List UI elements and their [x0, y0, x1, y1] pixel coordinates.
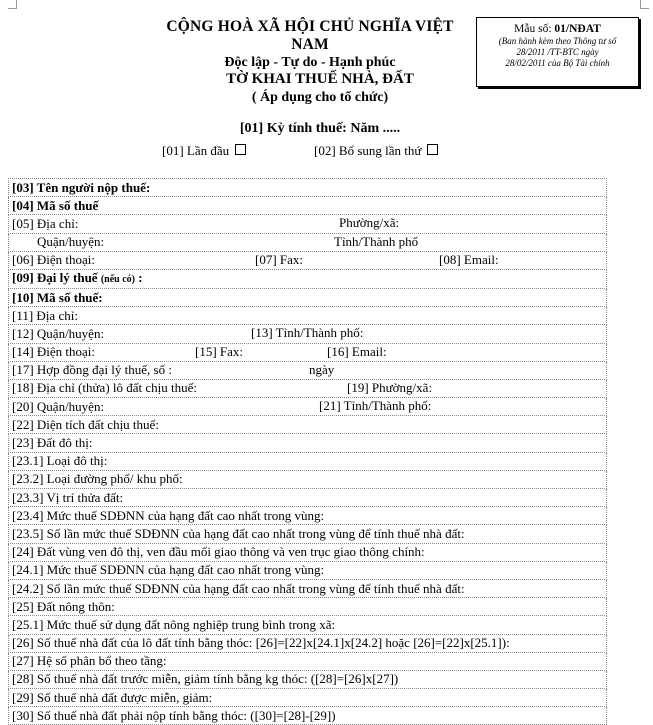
tax-period [160, 121, 480, 137]
tax-in-paddy-field[interactable]: [26] Số thuế nhà đất của lô đất tính bằng thóc: [26]=[22]x[24.1]x[24.2] hoặc [26]=[22]x[25.1]): [9, 634, 607, 652]
table-row [9, 470, 607, 488]
agent-contract-date-label: ngày [309, 361, 335, 377]
plot-position-field[interactable]: [23.3] Vị trí thửa đất: [9, 489, 607, 507]
taxpayer-tax-code-field[interactable]: [04] Mã số thuế [9, 197, 607, 215]
agent-district-label: [12] Quận/huyện: [12, 325, 105, 341]
table-row [9, 269, 607, 288]
taxpayer-contact-field[interactable] [9, 251, 607, 269]
land-province-label: [21] Tỉnh/Thành phố: [319, 398, 432, 414]
suburban-tax-multiplier-field[interactable]: [24.2] Số lần mức thuế SDĐNN của hạng đất cao nhất trong vùng để tính thuế nhà đất: [9, 579, 607, 597]
rural-tax-rate-field[interactable]: [25.1] Mức thuế sử dụng đất nông nghiệp trung bình trong xã: [9, 616, 607, 634]
tax-payable-field[interactable]: [30] Số thuế nhà đất phải nộp tính bằng thóc: ([30]=[28]-[29]) [9, 707, 607, 725]
form-title: TỜ KHAI THUẾ NHÀ, ĐẤT [226, 71, 414, 87]
urban-tax-rate-field[interactable]: [23.4] Mức thuế SDĐNN của hạng đất cao nhất trong vùng: [9, 507, 607, 525]
table-row [9, 652, 607, 670]
table-row [9, 489, 607, 507]
tax-period-code: [01] [239, 121, 264, 136]
table-row [9, 251, 607, 269]
document-header [150, 18, 470, 72]
tax-agent-colon: : [138, 269, 143, 285]
table-row [9, 398, 607, 416]
suburban-land-field[interactable]: [24] Đất vùng ven đô thị, ven đầu mối giao thông và ven trục giao thông chính: [9, 543, 607, 561]
table-row [9, 525, 607, 543]
table-row [9, 325, 607, 343]
supplement-label: [02] Bổ sung lần thứ [314, 143, 422, 158]
table-row [9, 361, 607, 379]
table-row [9, 197, 607, 215]
tax-period-label: Kỳ tính thuế: Năm ..... [266, 121, 401, 136]
street-type-field[interactable]: [23.2] Loại đường phố/ khu phố: [9, 470, 607, 488]
form-number-value: 01/NĐAT [554, 23, 601, 35]
agent-district-field[interactable] [9, 325, 607, 343]
table-row [9, 379, 607, 397]
table-row [9, 561, 607, 579]
table-row [9, 543, 607, 561]
agent-tax-code-label: [10] Mã số thuế [12, 289, 99, 305]
first-time-option [162, 143, 246, 159]
taxpayer-email-label: [08] Email: [439, 251, 499, 267]
tax-agent-label: [09] Đại lý thuế [12, 269, 98, 285]
national-motto: Độc lập - Tự do - Hạnh phúc [224, 55, 396, 70]
table-row [9, 233, 607, 251]
page-corner-mark-right [640, 0, 649, 9]
agent-tax-code-colon: : [98, 289, 103, 305]
urban-tax-multiplier-field[interactable]: [23.5] Số lần mức thuế SDĐNN của hạng đất cao nhất trong vùng để tính thuế nhà đất: [9, 525, 607, 543]
agent-email-label: [16] Email: [327, 343, 387, 359]
tax-declaration-form [8, 178, 607, 725]
table-row [9, 616, 607, 634]
land-address-field[interactable] [9, 379, 607, 397]
table-row [9, 634, 607, 652]
table-row [9, 579, 607, 597]
form-note-line-2: 28/2011 /TT-BTC ngày [516, 47, 599, 57]
taxpayer-fax-label: [07] Fax: [255, 251, 304, 267]
land-district-field[interactable] [9, 398, 607, 416]
land-address-label: [18] Địa chỉ (thửa) lô đất chịu thuế: [12, 380, 198, 396]
table-row [9, 215, 607, 233]
agent-fax-label: [15] Fax: [195, 343, 244, 359]
table-row [9, 598, 607, 616]
form-subtitle: ( Áp dụng cho tổ chức) [251, 90, 389, 105]
table-row [9, 179, 607, 197]
supplement-checkbox[interactable] [427, 144, 438, 155]
table-row [9, 434, 607, 452]
form-number-box [476, 17, 639, 87]
table-row [9, 416, 607, 434]
urban-land-field[interactable]: [23] Đất đô thị: [9, 434, 607, 452]
form-note-line-3: 28/02/2011 của Bộ Tài chính [505, 58, 610, 68]
agent-province-label: [13] Tỉnh/Thành phố: [251, 325, 364, 341]
supplement-option [314, 143, 438, 159]
table-row [9, 707, 607, 725]
suburban-tax-rate-field[interactable]: [24.1] Mức thuế SDĐNN của hạng đất cao nhất trong vùng: [9, 561, 607, 579]
tax-agent-note: (nếu có) [100, 273, 136, 285]
agent-contract-label: [17] Hợp đồng đại lý thuế, số : [12, 362, 172, 378]
table-row [9, 452, 607, 470]
tax-before-exemption-field[interactable]: [28] Số thuế nhà đất trước miễn, giảm tính bằng kg thóc: ([28]=[26]x[27]) [9, 670, 607, 688]
taxpayer-address-label: [05] Địa chỉ: [12, 215, 79, 231]
agent-address-field[interactable]: [11] Địa chỉ: [9, 307, 607, 325]
rural-land-field[interactable]: [25] Đất nông thôn: [9, 598, 607, 616]
taxpayer-district-label: Quận/huyện: [37, 234, 105, 250]
taxpayer-district-field[interactable] [9, 233, 607, 251]
tax-exempted-field[interactable]: [29] Số thuế nhà đất được miễn, giảm: [9, 689, 607, 707]
urban-type-field[interactable]: [23.1] Loại đô thị: [9, 452, 607, 470]
taxpayer-phone-label: [06] Điện thoại: [12, 252, 96, 268]
land-ward-label: [19] Phường/xã: [347, 379, 433, 395]
page-corner-mark-left [8, 0, 17, 9]
table-row [9, 343, 607, 361]
table-row [9, 307, 607, 325]
taxpayer-name-field[interactable]: [03] Tên người nộp thuế: [9, 179, 607, 197]
floor-allocation-field[interactable]: [27] Hệ số phân bổ theo tầng: [9, 652, 607, 670]
form-number-label: Mẫu số: [514, 23, 555, 35]
table-row [9, 507, 607, 525]
form-note-line-1: (Ban hành kèm theo Thông tư số [498, 36, 617, 46]
first-time-label: [01] Lần đầu [162, 143, 230, 158]
agent-phone-label: [14] Điện thoại: [12, 344, 96, 360]
form-number [477, 22, 638, 36]
table-row [9, 288, 607, 306]
taxpayer-address-field[interactable] [9, 215, 607, 233]
country-name: CỘNG HOÀ XÃ HỘI CHỦ NGHĨA VIỆT NAM [166, 18, 454, 53]
taxpayer-ward-label: Phường/xã: [339, 215, 400, 231]
first-time-checkbox[interactable] [235, 144, 246, 155]
agent-contact-field[interactable] [9, 343, 607, 361]
table-row [9, 670, 607, 688]
table-row [9, 689, 607, 707]
taxpayer-province-label: Tỉnh/Thành phố [334, 233, 419, 249]
agent-contract-field[interactable] [9, 361, 607, 379]
land-district-label: [20] Quận/huyện: [12, 398, 105, 414]
taxable-area-field[interactable]: [22] Diện tích đất chịu thuế: [9, 416, 607, 434]
agent-tax-code-field[interactable] [9, 288, 607, 306]
tax-agent-field[interactable] [9, 269, 607, 288]
